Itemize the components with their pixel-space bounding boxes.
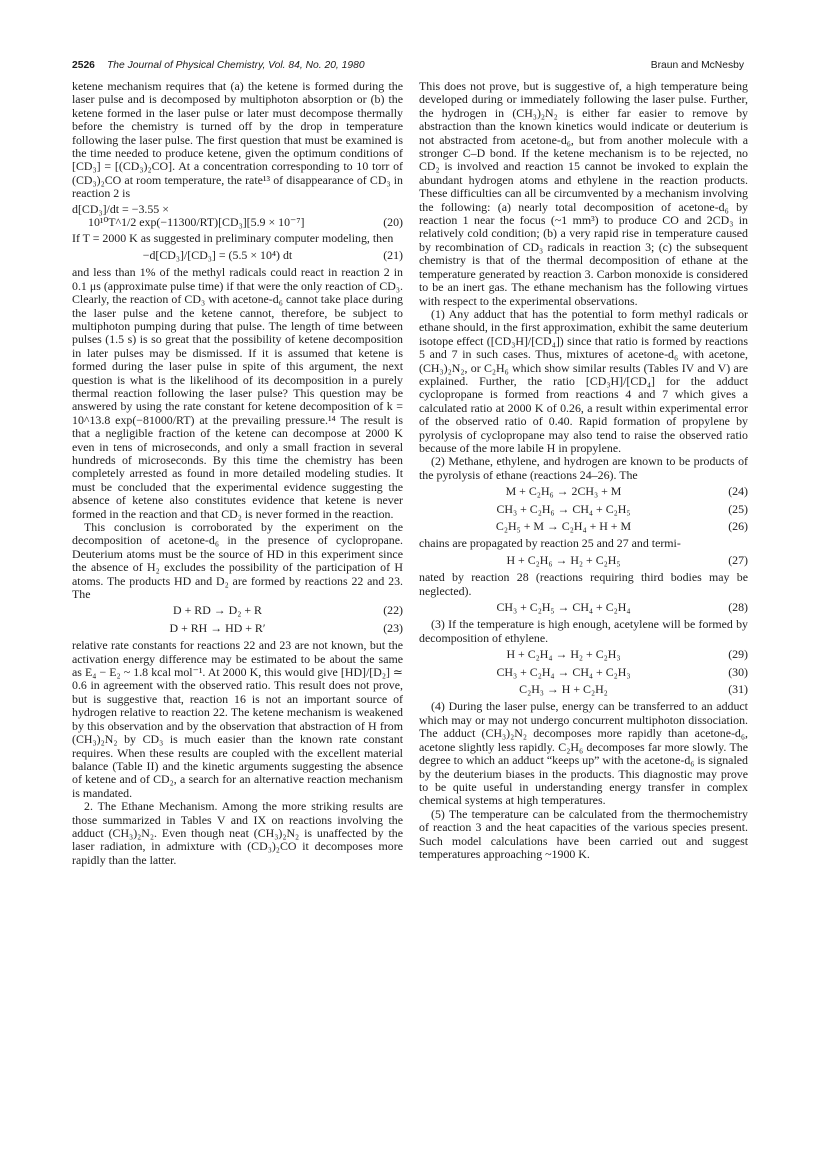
equation-22 [72, 604, 403, 617]
paragraph: (5) The temperature can be calculated from the thermochemistry of reaction 3 and the heat capacities of the various species present. Such model calculations have been carried out and suggest temperatures approaching ~1900 K. [419, 806, 748, 861]
paragraph: If T = 2000 K as suggested in preliminary computer modeling, then [72, 231, 394, 246]
paragraph: (2) Methane, ethylene, and hydrogen are known to be products of the pyrolysis of ethane (reactions 24–26). The [419, 454, 748, 482]
equation-expression: −d[CD₃]/[CD₃] = (5.5 × 10⁴) dt [142, 247, 293, 262]
equation-number: (31) [728, 682, 748, 697]
paragraph: chains are propagated by reaction 25 and 27 and termi- [419, 536, 681, 551]
paragraph: (4) During the laser pulse, energy can be transferred to an adduct which may or may not undergo concurrent multiphoton dissociation. The adduct (CH₃)₂N₂ decomposes more rapidly than acetone-d₆, acetone slightly less rapidly. C₂H₆ decomposes far more slowly. The degree to which an adduct “keeps up” with the acetone-d₆ is signaled by the deuterium biases in the products. This diagnostic may prove to be quite useful in understanding energy transfer in complex chemical systems at high temperatures. [419, 699, 748, 808]
equation-23 [72, 622, 403, 635]
paragraph: (3) If the temperature is high enough, acetylene will be formed by decomposition of ethylene. [419, 617, 748, 645]
paragraph: (1) Any adduct that has the potential to form methyl radicals or ethane should, in the first approximation, exhibit the same deuterium isotope effect ([CD₃H]/[CD₄]) since that ratio is formed by reactions 5 and 7 in such cases. Thus, mixtures of acetone-d₆ with acetone, (CH₃)₂N₂, or C₂H₆ which show similar results (Tables IV and V) are explained. Further, the ratio [CD₃H]/[CD₄] for the adduct cyclopropane is formed from reactions 4 and 7 which gives a calculated ratio at 2000 K of 0.26, a result within experimental error of the observed ratio of 0.40. Rapid formation of propylene by pyrolysis of cyclopropane may also tend to raise the observed ratio because of the more labile H in propylene. [419, 306, 748, 455]
equation-expression: H + C₂H₄ → H₂ + C₂H₃ [506, 647, 621, 662]
equation-number: (21) [383, 247, 403, 262]
paragraph: and less than 1% of the methyl radicals could react in reaction 2 in 0.1 μs (approximate pulse time) if that were the only reaction of CD₃. Clearly, the reaction of CD₃ with acetone-d₆ cannot take place during the laser pulse and the ketene cannot, therefore, be subject to multiphoton pumping during that pulse. The length of time between pulses (1.5 s) is so great that the possibility of ketene decomposition in later pulses may be dismissed. If it is assumed that ketene is formed during the laser pulse in spite of this argument, the next question is what is the likelihood of its decomposition in a purely thermal reaction following the laser pulse? This question may be answered by using the rate constant for ketene decomposition of k = 10^13.8 exp(−81000/RT) at the prevailing pressure.¹⁴ The result is that a negligible fraction of the ketene can decompose at 2000 K even in tens of microseconds, and only a small fraction in several hundreds of microseconds. By this time the chemistry has been completely arrested as found in more detailed modeling studies. It must be concluded that the experimental evidence suggesting the absence of ketene also constitutes evidence that ketene is never formed in the reaction and that CD₂ is never formed in the reaction. [72, 265, 403, 521]
equation-number: (26) [728, 519, 748, 533]
equation-29 [419, 648, 748, 661]
right-column [419, 80, 748, 861]
equation-expression: CH₃ + C₂H₄ → CH₄ + C₂H₃ [496, 664, 631, 679]
equation-expression: CH₃ + C₂H₅ → CH₄ + C₂H₄ [496, 600, 631, 615]
equation-number: (22) [383, 603, 403, 618]
running-authors: Braun and McNesby [650, 60, 744, 71]
equation-26 [419, 520, 748, 533]
paragraph: This does not prove, but is suggestive of, a high temperature being developed during or immediately following the laser pulse. Further, the hydrogen in (CH₃)₂N₂ is either far easier to remove by abstraction than the known kinetics would indicate or deuterium is not abstracted from acetone-d₆, but from another molecule with a stronger C–D bond. If the ketene mechanism is to be rejected, no CD₂ is involved and reaction 15 cannot be invoked to explain the abundant hydrogen atoms and ethylene in the reaction products. These difficulties can all be circumvented by a mechanism involving the following: (a) nearly total decomposition of acetone-d₆ by reaction 1 near the focus (~1 mm³) to produce CO and 2CD₃ in relatively cold condition; (b) a very rapid rise in temperature caused by recombination of CD₃ radicals in reaction 3; (c) the subsequent chemistry is that of the thermal decomposition of ethane at the temperature generated by reaction 3. Carbon monoxide is considered to be an inert gas. The ethane mechanism has the following virtues with respect to the experimental observations. [419, 79, 748, 308]
equation-expression: M + C₂H₆ → 2CH₃ + M [505, 484, 622, 499]
paragraph: relative rate constants for reactions 22 and 23 are not known, but the activation energy difference may be estimated to be about the same as E₄ − E₂ ~ 1.8 kcal mol⁻¹. At 2000 K, this would give [HD]/[D₂] ≃ 0.6 in agreement with the observed ratio. This result does not prove, but is suggestive that, reaction 16 is not an important source of hydrogen relative to reaction 22. The ketene mechanism is weakened by this observation and by the observation that abstraction of H from (CH₃)₂N₂ by CD₃ is much easier than the known rate constant requires. When these results are coupled with the excellent material balance (Table II) and the kinetic arguments suggesting the absence of ketene and of CD₂, a search for an alternative reaction mechanism is mandated. [72, 638, 403, 800]
equation-30 [419, 666, 748, 679]
equation-25 [419, 503, 748, 516]
equation-number: (28) [728, 600, 748, 615]
equation-number: (23) [383, 620, 403, 635]
paragraph: 2. The Ethane Mechanism. Among the more striking results are those summarized in Tables V and IX on reactions involving the adduct (CH₃)₂N₂. Even though neat (CH₃)₂N₂ is unaffected by the laser radiation, in admixture with (CD₃)₂CO it decomposes more rapidly than the latter. [72, 799, 403, 867]
journal-citation: The Journal of Physical Chemistry, Vol. 84, No. 20, 1980 [107, 60, 365, 71]
equation-number: (29) [728, 647, 748, 662]
equation-27 [419, 554, 748, 567]
equation-28 [419, 601, 748, 614]
equation-number: (30) [728, 664, 748, 679]
equation-expression: D + RH → HD + R′ [169, 620, 266, 635]
equation-number: (27) [728, 552, 748, 567]
left-column [72, 80, 403, 867]
equation-number: (24) [728, 484, 748, 499]
equation-line: d[CD₃]/dt = −3.55 × [72, 201, 169, 216]
equation-expression: C₂H₃ → H + C₂H₂ [519, 682, 608, 697]
equation-expression: H + C₂H₆ → H₂ + C₂H₅ [506, 552, 621, 567]
equation-20 [72, 203, 403, 230]
paragraph: ketene mechanism requires that (a) the ketene is formed during the laser pulse and is decomposed by multiphoton absorption or (b) the ketene formed in the laser pulse or later must decompose thermally before the chemistry is turned off by the drop in temperature following the laser pulse. The first question that must be examined is the time needed to produce ketene, given the optimum conditions of [CD₃] = [(CD₃)₂CO]. At a concentration corresponding to 10 torr of (CD₃)₂CO at room temperature, the rate¹³ of disappearance of CD₃ in reaction 2 is [72, 79, 403, 201]
paragraph: nated by reaction 28 (reactions requiring third bodies may be neglected). [419, 570, 748, 598]
paragraph: This conclusion is corroborated by the experiment on the decomposition of acetone-d₆ in the presence of cyclopropane. Deuterium atoms must be the source of HD in this experiment since the absence of H₂ excludes the possibility of the participation of H atoms. The products HD and D₂ are formed by reactions 22 and 23. The [72, 520, 403, 602]
equation-expression: C₂H₅ + M → C₂H₄ + H + M [495, 519, 632, 533]
equation-expression: D + RD → D₂ + R [173, 603, 262, 618]
equation-line: 10¹⁰T^1/2 exp(−11300/RT)[CD₃][5.9 × 10⁻⁷] [88, 215, 305, 230]
equation-31 [419, 683, 748, 696]
equation-21 [72, 249, 403, 262]
equation-24 [419, 485, 748, 498]
equation-number: (25) [728, 501, 748, 516]
page-number: 2526 [72, 60, 95, 71]
running-header [72, 60, 744, 76]
equation-number: (20) [383, 215, 403, 230]
equation-expression: CH₃ + C₂H₆ → CH₄ + C₂H₅ [496, 501, 631, 516]
